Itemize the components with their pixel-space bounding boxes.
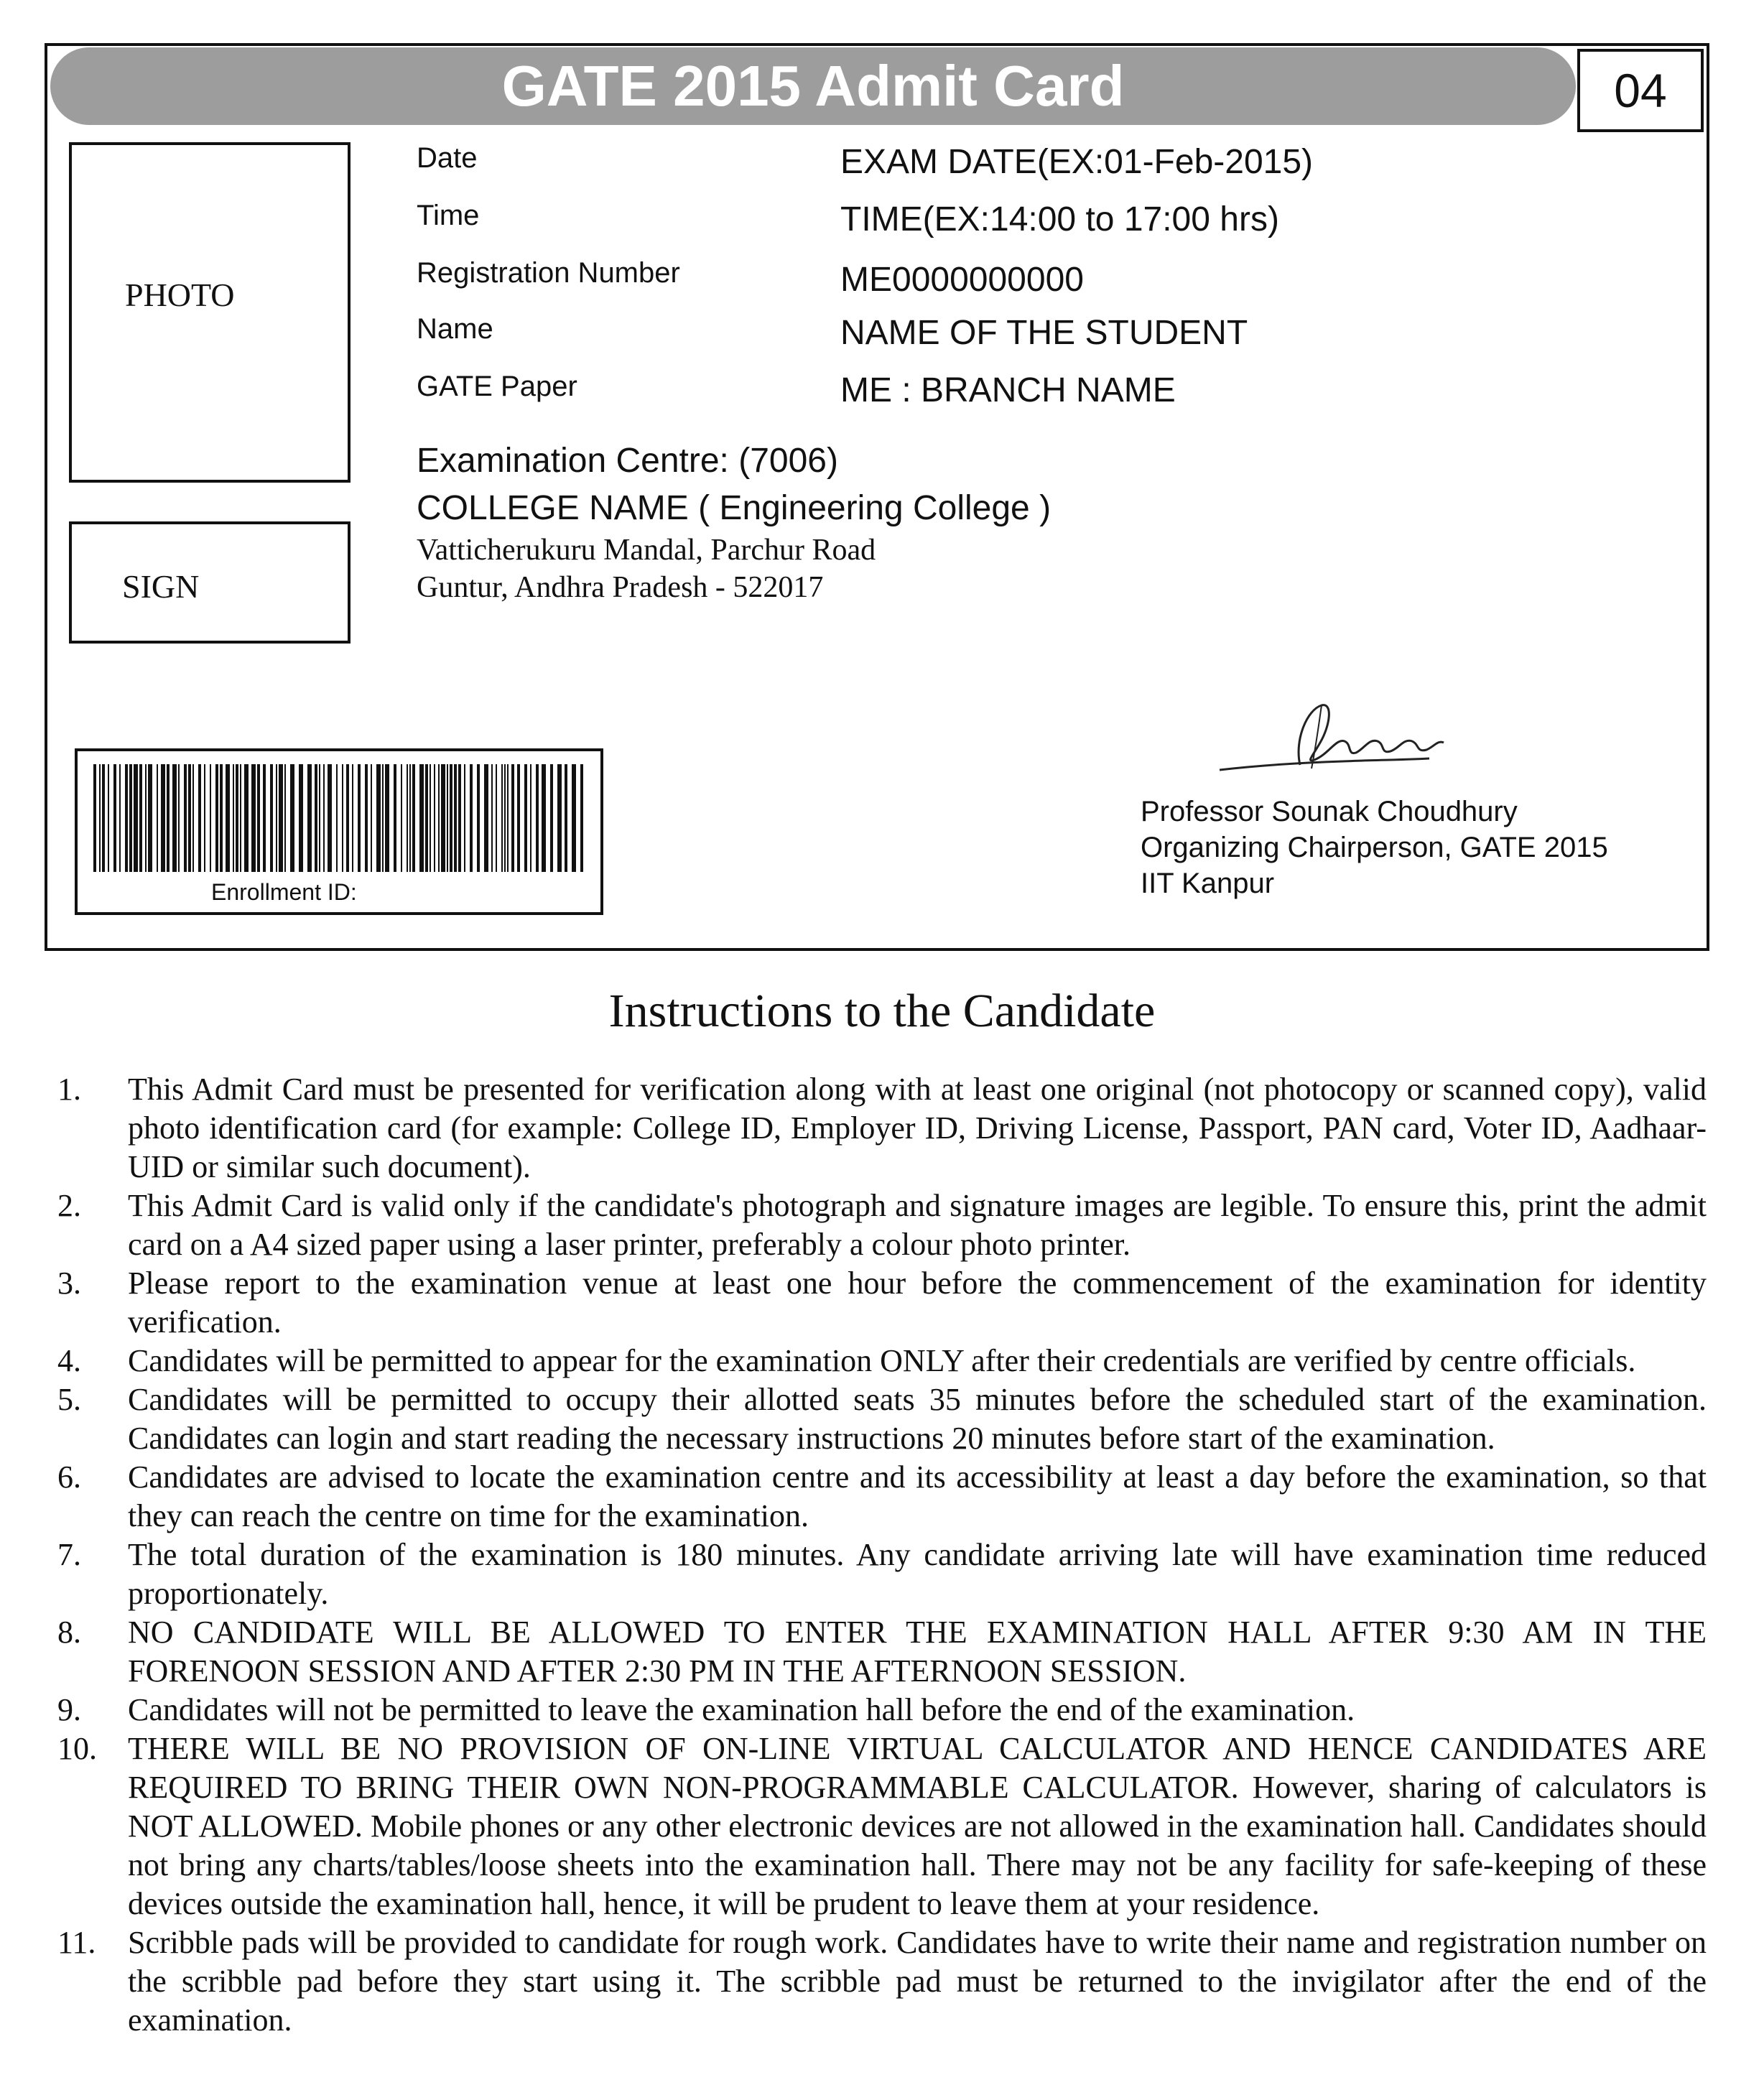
photo-placeholder [69, 142, 351, 483]
registration-number-label: Registration Number [417, 257, 680, 289]
name-label: Name [417, 313, 493, 345]
instruction-item [57, 1536, 1707, 1613]
instruction-item [57, 1070, 1707, 1187]
instruction-number: 9. [57, 1692, 81, 1727]
card-title: GATE 2015 Admit Card [501, 54, 1125, 118]
instruction-number: 2. [57, 1188, 81, 1223]
instruction-item [57, 1187, 1707, 1264]
card-number: 04 [1577, 49, 1704, 132]
instruction-item [57, 1613, 1707, 1691]
instruction-item [57, 1923, 1707, 2040]
registration-number-value: ME0000000000 [840, 261, 1084, 299]
barcode-image [92, 764, 588, 872]
instruction-text: Candidates will be permitted to occupy their allotted seats 35 minutes before the scheduled start of the examination. Candidates can login and start reading the necessary instructions 20 minutes before start of the examination. [128, 1382, 1707, 1456]
instruction-item [57, 1380, 1707, 1458]
sign-label: SIGN [122, 568, 200, 605]
instruction-text: Scribble pads will be provided to candidate for rough work. Candidates have to write their name and registration number on the scribble pad before they start using it. The scribble pad must be returned to the invigilator after the end of the examination. [128, 1925, 1707, 2038]
enrollment-id-label: Enrollment ID: [211, 879, 357, 905]
instruction-number: 8. [57, 1615, 81, 1650]
exam-centre-address-line2: Guntur, Andhra Pradesh - 522017 [417, 571, 824, 604]
instruction-item [57, 1458, 1707, 1536]
instruction-number: 6. [57, 1459, 81, 1495]
instruction-text: Candidates will not be permitted to leave the examination hall before the end of the examination. [128, 1692, 1355, 1727]
enrollment-barcode-box [75, 748, 603, 915]
time-label: Time [417, 200, 480, 231]
exam-centre-name: COLLEGE NAME ( Engineering College ) [417, 489, 1052, 527]
instructions-list [57, 1070, 1707, 2040]
instruction-item [57, 1342, 1707, 1380]
instruction-number: 7. [57, 1537, 81, 1572]
instructions-title: Instructions to the Candidate [608, 985, 1156, 1037]
instruction-text: Candidates will be permitted to appear for the examination ONLY after their credentials are verified by centre officials. [128, 1343, 1636, 1378]
instruction-text: Candidates are advised to locate the examination centre and its accessibility at least a day before the examination, so that they can reach the centre on time for the examination. [128, 1459, 1707, 1533]
instruction-number: 10. [57, 1731, 97, 1766]
instruction-item [57, 1691, 1707, 1729]
instruction-item [57, 1729, 1707, 1923]
instruction-text: This Admit Card is valid only if the candidate's photograph and signature images are legible. To ensure this, print the admit card on a A4 sized paper using a laser printer, preferably a colour photo printer. [128, 1188, 1707, 1262]
chairperson-signature [1214, 697, 1458, 790]
instruction-number: 5. [57, 1382, 81, 1417]
time-value: TIME(EX:14:00 to 17:00 hrs) [840, 200, 1279, 238]
date-value: EXAM DATE(EX:01-Feb-2015) [840, 143, 1314, 181]
instruction-text: Please report to the examination venue at least one hour before the commencement of the examination for identity verification. [128, 1266, 1707, 1339]
instruction-item [57, 1264, 1707, 1342]
signatory-name: Professor Sounak Choudhury [1141, 796, 1518, 827]
photo-label: PHOTO [125, 277, 235, 313]
instruction-text: This Admit Card must be presented for verification along with at least one original (not photocopy or scanned copy), valid photo identification card (for example: College ID, Employer ID, Driving License, Passport, PAN card, Voter ID, Aadhaar-UID or similar such document). [128, 1072, 1707, 1184]
exam-centre-address-line1: Vatticherukuru Mandal, Parchur Road [417, 534, 876, 567]
signature-placeholder [69, 521, 351, 644]
instruction-number: 3. [57, 1266, 81, 1301]
date-label: Date [417, 142, 478, 174]
instruction-text: The total duration of the examination is 180 minutes. Any candidate arriving late will have examination time reduced proportionately. [128, 1537, 1707, 1611]
name-value: NAME OF THE STUDENT [840, 314, 1248, 352]
signatory-institute: IIT Kanpur [1141, 868, 1275, 899]
signatory-designation: Organizing Chairperson, GATE 2015 [1141, 832, 1608, 863]
instruction-text: NO CANDIDATE WILL BE ALLOWED TO ENTER THE EXAMINATION HALL AFTER 9:30 AM IN THE FORENOON SESSION AND AFTER 2:30 PM IN THE AFTERNOON SESSION. [128, 1615, 1707, 1689]
instruction-number: 11. [57, 1925, 96, 1960]
exam-centre-heading: Examination Centre: (7006) [417, 442, 838, 480]
instruction-text: THERE WILL BE NO PROVISION OF ON-LINE VIRTUAL CALCULATOR AND HENCE CANDIDATES ARE REQUIRED TO BRING THEIR OWN NON-PROGRAMMABLE CALCULATOR. However, sharing of calculators is NOT ALLOWED. Mobile phones or any other electronic devices are not allowed in the examination hall. Candidates should not bring any charts/tables/loose sheets into the examination hall. There may not be any facility for safe-keeping of these devices outside the examination hall, hence, it will be prudent to leave them at your residence. [128, 1731, 1707, 1921]
gate-paper-value: ME : BRANCH NAME [840, 371, 1176, 409]
gate-paper-label: GATE Paper [417, 371, 577, 402]
instruction-number: 4. [57, 1343, 81, 1378]
instruction-number: 1. [57, 1072, 81, 1107]
